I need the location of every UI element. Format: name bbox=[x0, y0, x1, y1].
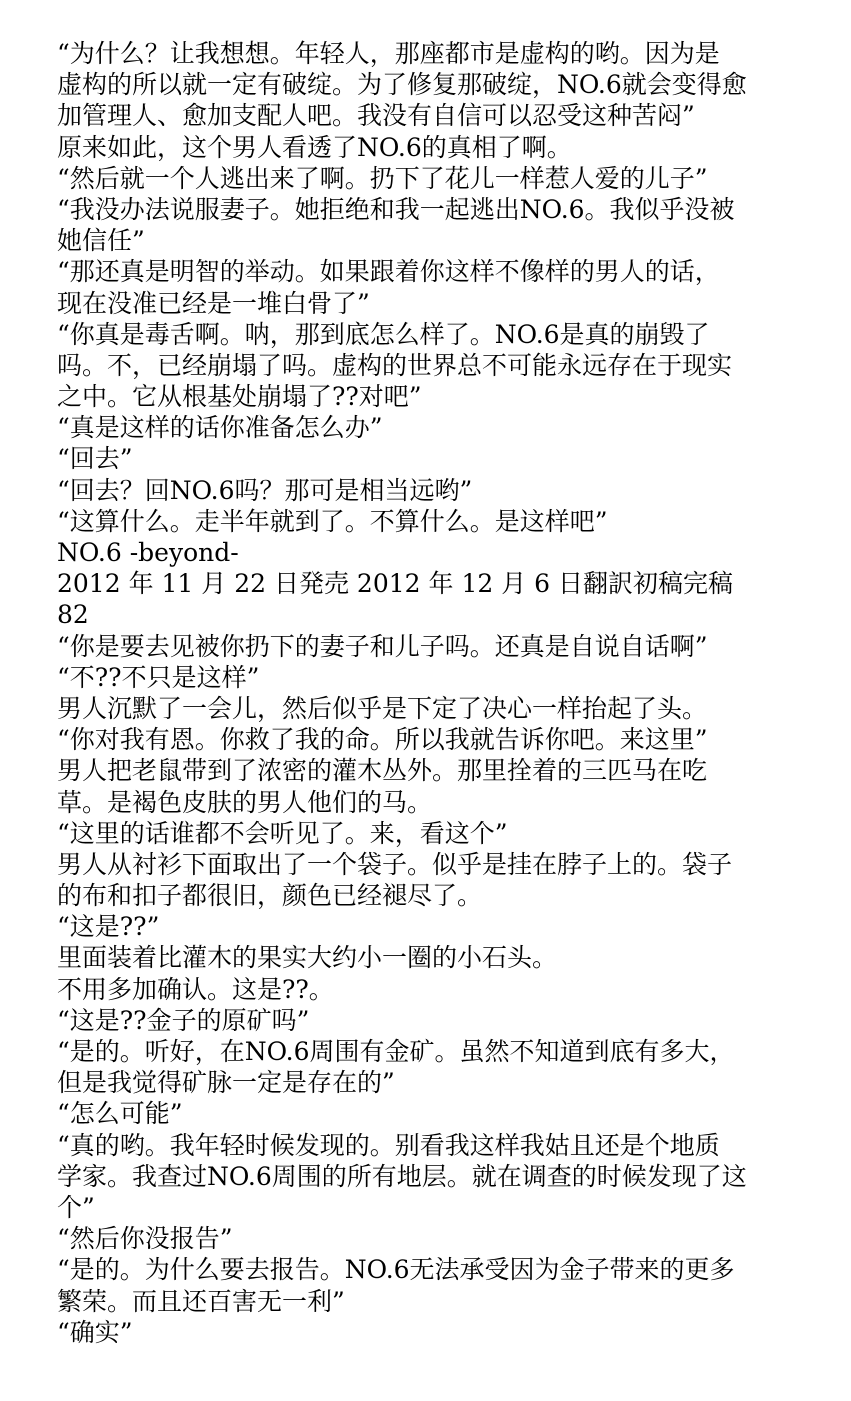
text-line: 吗。不，已经崩塌了吗。虚构的世界总不可能永远存在于现实 bbox=[57, 350, 733, 380]
text-line: “为什么？让我想想。年轻人，那座都市是虚构的哟。因为是 bbox=[57, 39, 720, 68]
text-line: 男人从衬衫下面取出了一个袋子。似乎是挂在脖子上的。袋子 bbox=[57, 849, 733, 879]
text-line: 不用多加确认。这是??。 bbox=[57, 974, 334, 1004]
text-line: “你对我有恩。你救了我的命。所以我就告诉你吧。来这里” bbox=[57, 725, 708, 755]
text-line: 的布和扣子都很旧，颜色已经褪尽了。 bbox=[57, 881, 483, 911]
text-line: “真是这样的话你准备怎么办” bbox=[57, 413, 383, 443]
text-line: “回去” bbox=[57, 444, 133, 474]
running-header-title: NO.6 -beyond- bbox=[57, 538, 239, 567]
text-line: 她信任” bbox=[57, 226, 145, 256]
text-line: “你是要去见被你扔下的妻子和儿子吗。还真是自说自话啊” bbox=[57, 631, 708, 661]
text-line: “这是??金子的原矿吗” bbox=[57, 1005, 310, 1035]
text-line: 草。是褐色皮肤的男人他们的马。 bbox=[57, 787, 433, 817]
text-line: “这里的话谁都不会听见了。来，看这个” bbox=[57, 818, 508, 848]
text-line: “回去？回NO.6吗？那可是相当远哟” bbox=[57, 475, 473, 505]
text-line: 之中。它从根基处崩塌了??对吧” bbox=[57, 382, 422, 412]
text-line: “确实” bbox=[57, 1317, 133, 1347]
text-line: 学家。我查过NO.6周围的所有地层。就在调查的时候发现了这 bbox=[57, 1161, 747, 1191]
text-line: 虚构的所以就一定有破绽。为了修复那破绽，NO.6就会变得愈 bbox=[57, 70, 747, 100]
text-line: 加管理人、愈加支配人吧。我没有自信可以忍受这种苦闷” bbox=[57, 101, 695, 131]
text-line: 原来如此，这个男人看透了NO.6的真相了啊。 bbox=[57, 132, 572, 162]
running-header-dates: 2012 年 11 月 22 日発売 2012 年 12 月 6 日翻訳初稿完稿 bbox=[57, 569, 734, 599]
text-line: 现在没准已经是一堆白骨了” bbox=[57, 288, 370, 318]
text-line: 但是我觉得矿脉一定是存在的” bbox=[57, 1068, 395, 1098]
text-line: “是的。为什么要去报告。NO.6无法承受因为金子带来的更多 bbox=[57, 1255, 735, 1285]
page-number: 82 bbox=[57, 600, 89, 630]
text-line: 男人把老鼠带到了浓密的灌木丛外。那里拴着的三匹马在吃 bbox=[57, 756, 708, 786]
text-line: “那还真是明智的举动。如果跟着你这样不像样的男人的话， bbox=[57, 257, 720, 287]
text-line: “是的。听好，在NO.6周围有金矿。虽然不知道到底有多大， bbox=[57, 1037, 735, 1066]
text-line: “你真是毒舌啊。呐，那到底怎么样了。NO.6是真的崩毁了 bbox=[57, 319, 710, 349]
text-line: 里面装着比灌木的果实大约小一圈的小石头。 bbox=[57, 943, 558, 973]
document-page bbox=[57, 38, 797, 1348]
text-line: “我没办法说服妻子。她拒绝和我一起逃出NO.6。我似乎没被 bbox=[57, 194, 735, 224]
text-line: 男人沉默了一会儿，然后似乎是下定了决心一样抬起了头。 bbox=[57, 693, 708, 723]
text-line: “不??不只是这样” bbox=[57, 662, 260, 692]
text-line: 繁荣。而且还百害无一利” bbox=[57, 1286, 345, 1316]
text-line: “怎么可能” bbox=[57, 1099, 183, 1129]
text-line: “这是??” bbox=[57, 912, 160, 942]
text-line: “这算什么。走半年就到了。不算什么。是这样吧” bbox=[57, 506, 608, 536]
text-line: “然后就一个人逃出来了啊。扔下了花儿一样惹人爱的儿子” bbox=[57, 163, 708, 193]
text-line: 个” bbox=[57, 1192, 95, 1222]
text-line: “然后你没报告” bbox=[57, 1224, 233, 1254]
text-line: “真的哟。我年轻时候发现的。别看我这样我姑且还是个地质 bbox=[57, 1130, 720, 1160]
